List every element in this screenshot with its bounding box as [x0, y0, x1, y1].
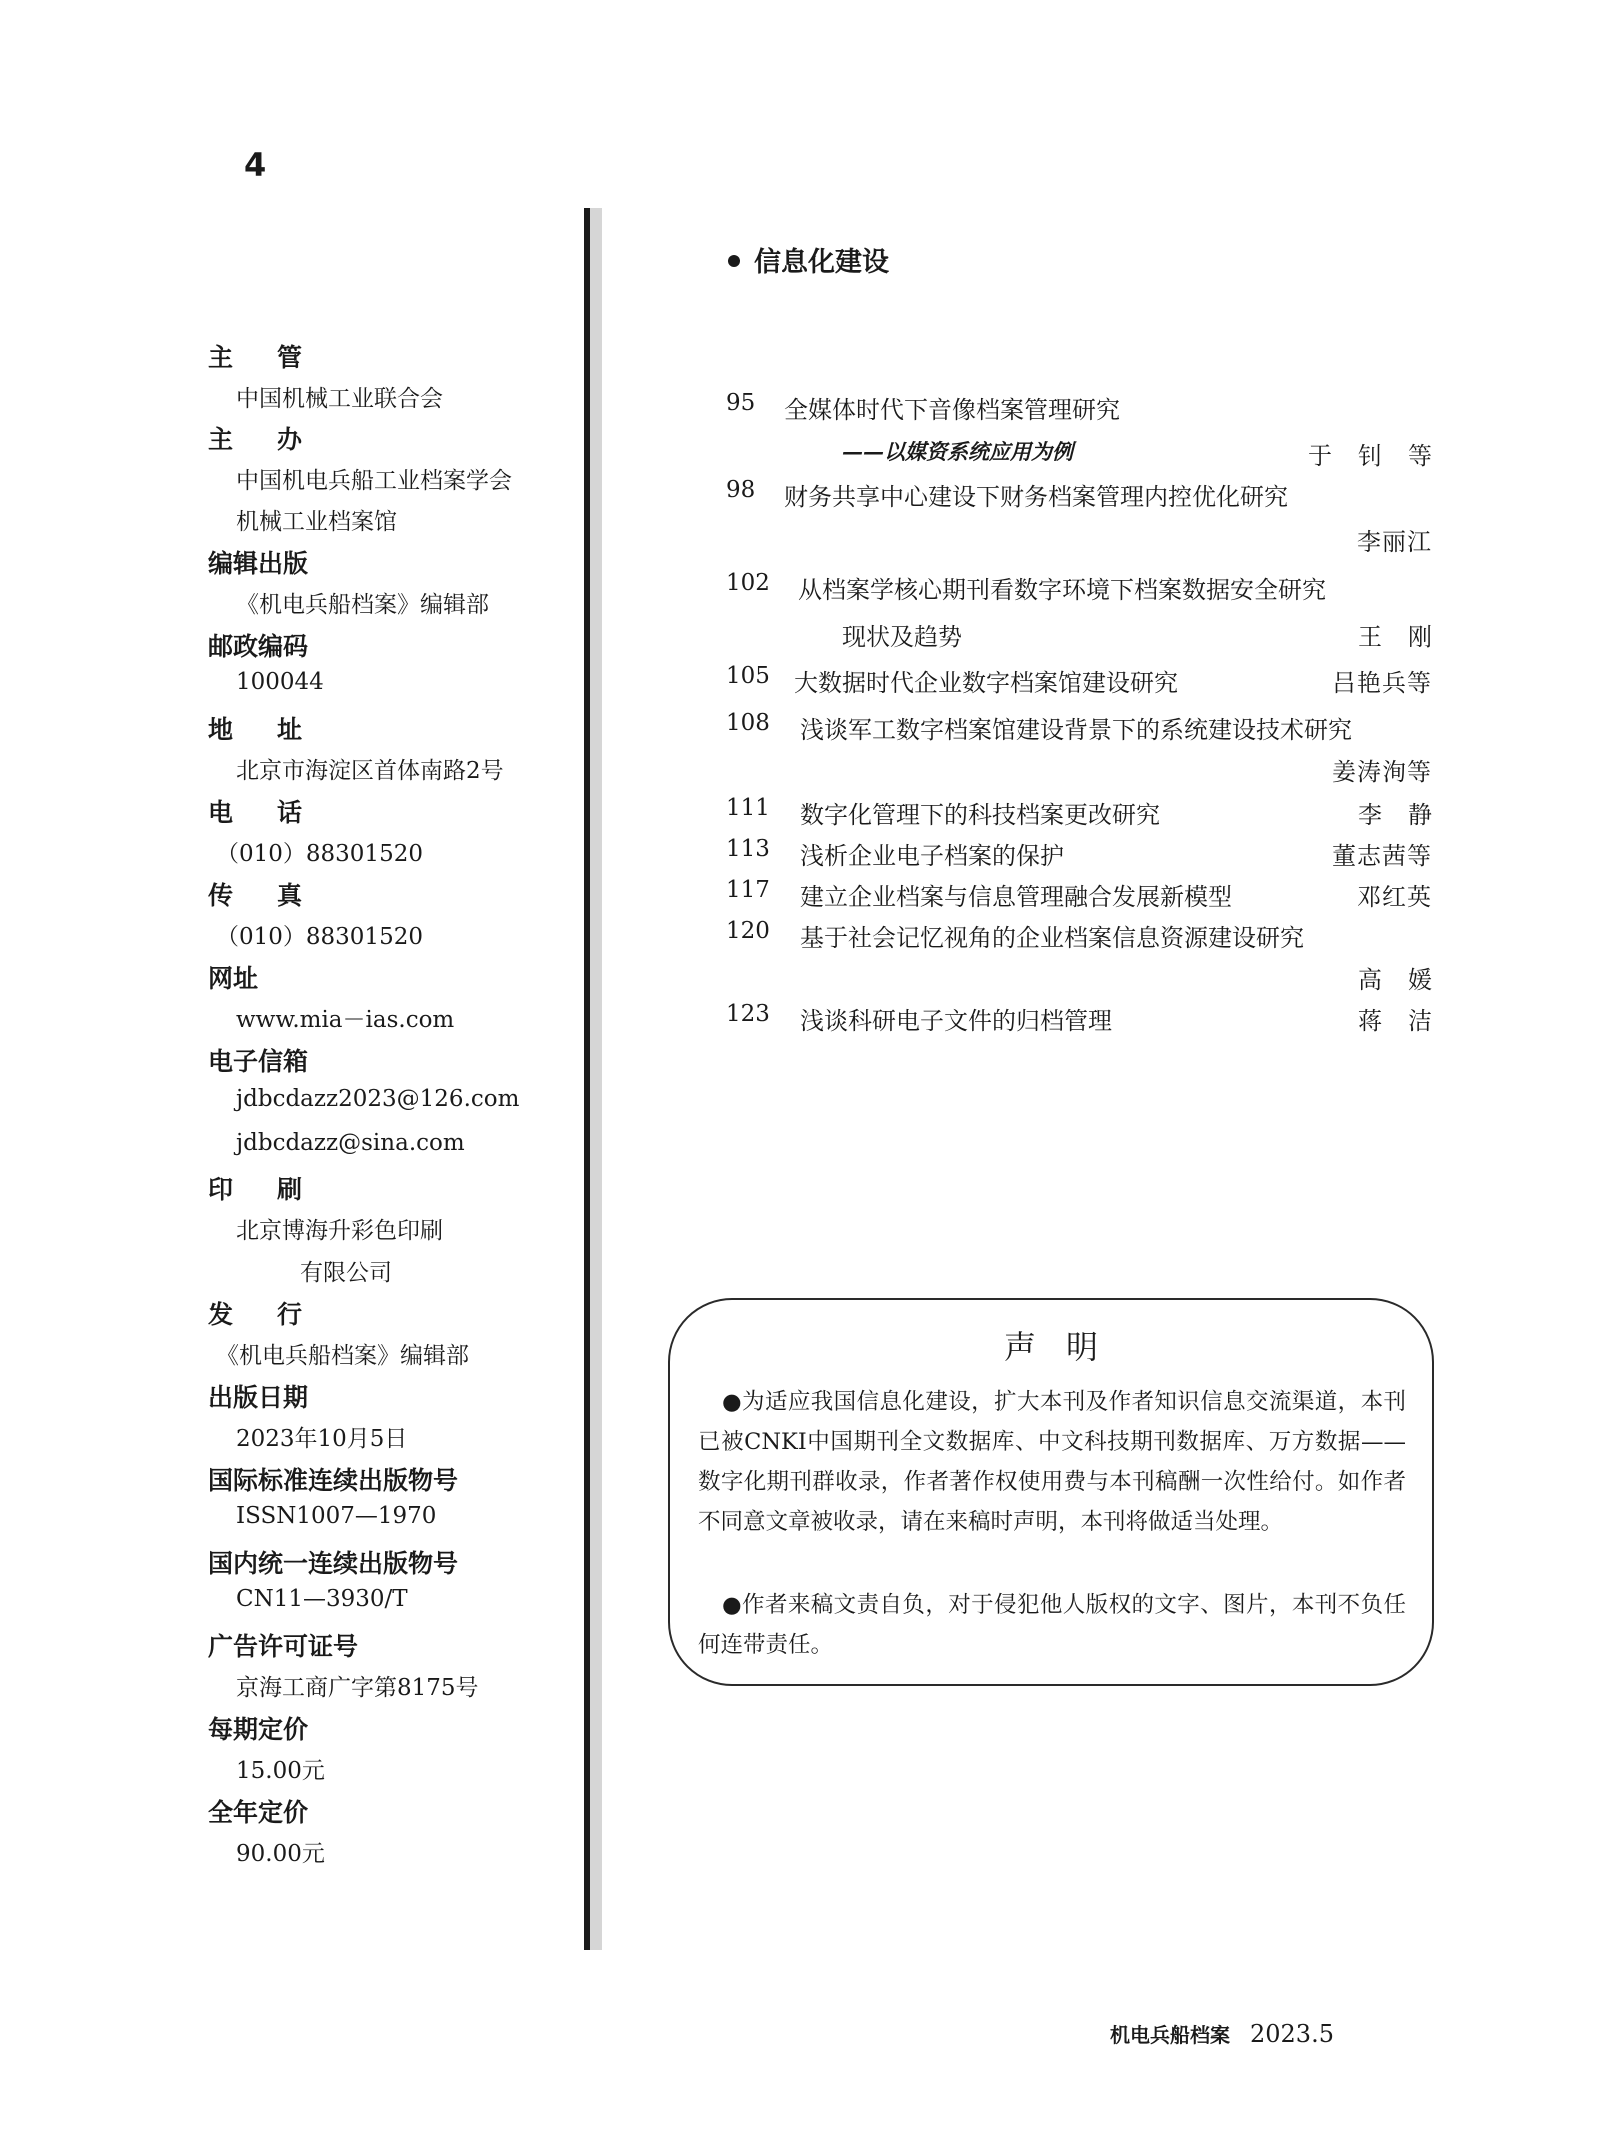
- notice-paragraph: ●作者来稿文责自负，对于侵犯他人版权的文字、图片，本刊不负任何连带责任。: [698, 1592, 1406, 1658]
- toc-page-number: 105: [726, 663, 770, 689]
- postcode-label: 邮政编码: [208, 632, 309, 661]
- toc-entry-cont: [726, 752, 1432, 788]
- editor-label: 编辑出版: [208, 549, 309, 578]
- email-value-2: jdbcdazz@sina.com: [236, 1130, 465, 1156]
- toc-page-number: 98: [726, 477, 756, 503]
- editor-value: 《机电兵船档案》编辑部: [236, 592, 489, 618]
- toc-author: 姜涛洵等: [1332, 758, 1432, 786]
- address-label: 地址: [208, 715, 347, 744]
- masthead: [0, 0, 580, 2156]
- email-label: 电子信箱: [208, 1047, 309, 1076]
- phone-label: 电话: [208, 798, 347, 827]
- page-number: 4: [244, 146, 267, 184]
- toc-title: 财务共享中心建设下财务档案管理内控优化研究: [784, 483, 1288, 511]
- cn-value: CN11—3930/T: [236, 1586, 408, 1612]
- toc-title: 建立企业档案与信息管理融合发展新模型: [800, 883, 1232, 911]
- printer-value-1: 北京博海升彩色印刷: [236, 1218, 443, 1244]
- address-value: 北京市海淀区首体南路2号: [236, 758, 504, 784]
- toc-title: 数字化管理下的科技档案更改研究: [800, 801, 1160, 829]
- toc-author: 李丽江: [1357, 528, 1432, 556]
- annual-price-label: 全年定价: [208, 1798, 309, 1827]
- annual-price-value: 90.00元: [236, 1841, 325, 1867]
- toc-entry[interactable]: [726, 877, 1432, 913]
- footer-journal-name: 机电兵船档案: [1110, 2023, 1230, 2047]
- toc-title-continued: 现状及趋势: [842, 623, 962, 651]
- notice-paragraph: ●为适应我国信息化建设，扩大本刊及作者知识信息交流渠道，本刊已被CNKI中国期刊全文数据库、中文科技期刊数据库、万方数据——数字化期刊群收录，作者著作权使用费与本刊稿酬一次性给付。如作者不同意文章被收录，请在来稿时声明，本刊将做适当处理。: [698, 1389, 1406, 1535]
- column-divider: [584, 208, 602, 1950]
- toc-title: 全媒体时代下音像档案管理研究: [784, 396, 1120, 424]
- toc-title: 浅谈科研电子文件的归档管理: [800, 1007, 1112, 1035]
- email-value-1: jdbcdazz2023@126.com: [236, 1086, 520, 1112]
- toc-page-number: 108: [726, 710, 770, 736]
- issue-price-label: 每期定价: [208, 1715, 309, 1744]
- notice-title: 声明: [1003, 1328, 1128, 1366]
- toc-entry[interactable]: [726, 1001, 1458, 1037]
- toc-entry-cont: [726, 617, 1458, 653]
- toc-entry[interactable]: [726, 390, 1432, 426]
- pubdate-label: 出版日期: [208, 1383, 309, 1412]
- sponsor-value-2: 机械工业档案馆: [236, 509, 397, 535]
- section-title: 信息化建设: [754, 247, 889, 278]
- toc-title: 浅析企业电子档案的保护: [800, 842, 1064, 870]
- website-label: 网址: [208, 964, 259, 993]
- website-value: www.mia－ias.com: [236, 1007, 455, 1033]
- notice-box: [668, 1298, 1434, 1686]
- toc-author: 王刚: [1358, 623, 1458, 651]
- footer-issue: 2023.5: [1250, 2020, 1334, 2048]
- printer-value-2: 有限公司: [300, 1260, 392, 1286]
- postcode-value: 100044: [236, 669, 324, 695]
- toc-entry[interactable]: [726, 710, 1432, 746]
- supervisor-value: 中国机械工业联合会: [236, 386, 443, 412]
- fax-label: 传真: [208, 881, 347, 910]
- ad-license-label: 广告许可证号: [208, 1632, 359, 1661]
- toc-title: 浅谈军工数字档案馆建设背景下的系统建设技术研究: [800, 716, 1352, 744]
- toc-entry[interactable]: [726, 477, 1432, 513]
- toc-page-number: 113: [726, 836, 770, 862]
- toc-title: 大数据时代企业数字档案馆建设研究: [794, 669, 1178, 697]
- footer: [1110, 2019, 1334, 2048]
- ad-license-value: 京海工商广字第8175号: [236, 1675, 479, 1701]
- toc-entry[interactable]: [726, 570, 1432, 606]
- issn-label: 国际标准连续出版物号: [208, 1466, 459, 1495]
- toc-entry-cont: [726, 960, 1458, 996]
- printer-label: 印刷: [208, 1175, 347, 1204]
- distributor-label: 发行: [208, 1300, 347, 1329]
- issn-value: ISSN1007—1970: [236, 1503, 437, 1529]
- toc-author: 蒋洁: [1358, 1007, 1458, 1035]
- toc-entry[interactable]: [726, 836, 1432, 872]
- toc-author: 邓红英: [1357, 883, 1432, 911]
- toc-page-number: 120: [726, 918, 770, 944]
- toc-entry[interactable]: [726, 795, 1458, 831]
- pubdate-value: 2023年10月5日: [236, 1426, 408, 1452]
- sponsor-label: 主办: [208, 425, 347, 454]
- toc-page-number: 123: [726, 1001, 770, 1027]
- supervisor-label: 主管: [208, 343, 347, 372]
- bullet-icon: [728, 255, 740, 267]
- issue-price-value: 15.00元: [236, 1758, 325, 1784]
- toc-subtitle: ——以媒资系统应用为例: [842, 439, 1073, 464]
- toc-author: 李静: [1358, 801, 1458, 829]
- sponsor-value: 中国机电兵船工业档案学会: [236, 468, 512, 494]
- fax-value: （010）88301520: [216, 924, 423, 950]
- toc-title: 从档案学核心期刊看数字环境下档案数据安全研究: [798, 576, 1326, 604]
- cn-label: 国内统一连续出版物号: [208, 1549, 459, 1578]
- toc-author: 高媛: [1358, 966, 1458, 994]
- toc-author: 董志茜等: [1332, 842, 1432, 870]
- toc-page-number: 117: [726, 877, 770, 903]
- toc-entry-cont: [726, 436, 1458, 472]
- toc-page-number: 111: [726, 795, 770, 821]
- toc-entry[interactable]: [726, 918, 1432, 954]
- toc-title: 基于社会记忆视角的企业档案信息资源建设研究: [800, 924, 1304, 952]
- toc-page-number: 95: [726, 390, 756, 416]
- toc-author: 吕艳兵等: [1332, 669, 1432, 697]
- section-heading: [728, 240, 889, 279]
- toc-entry[interactable]: [726, 663, 1432, 699]
- toc-entry-cont: [726, 522, 1432, 558]
- distributor-value: 《机电兵船档案》编辑部: [216, 1343, 469, 1369]
- toc-page-number: 102: [726, 570, 770, 596]
- toc-author: 于钊等: [1308, 442, 1458, 470]
- phone-value: （010）88301520: [216, 841, 423, 867]
